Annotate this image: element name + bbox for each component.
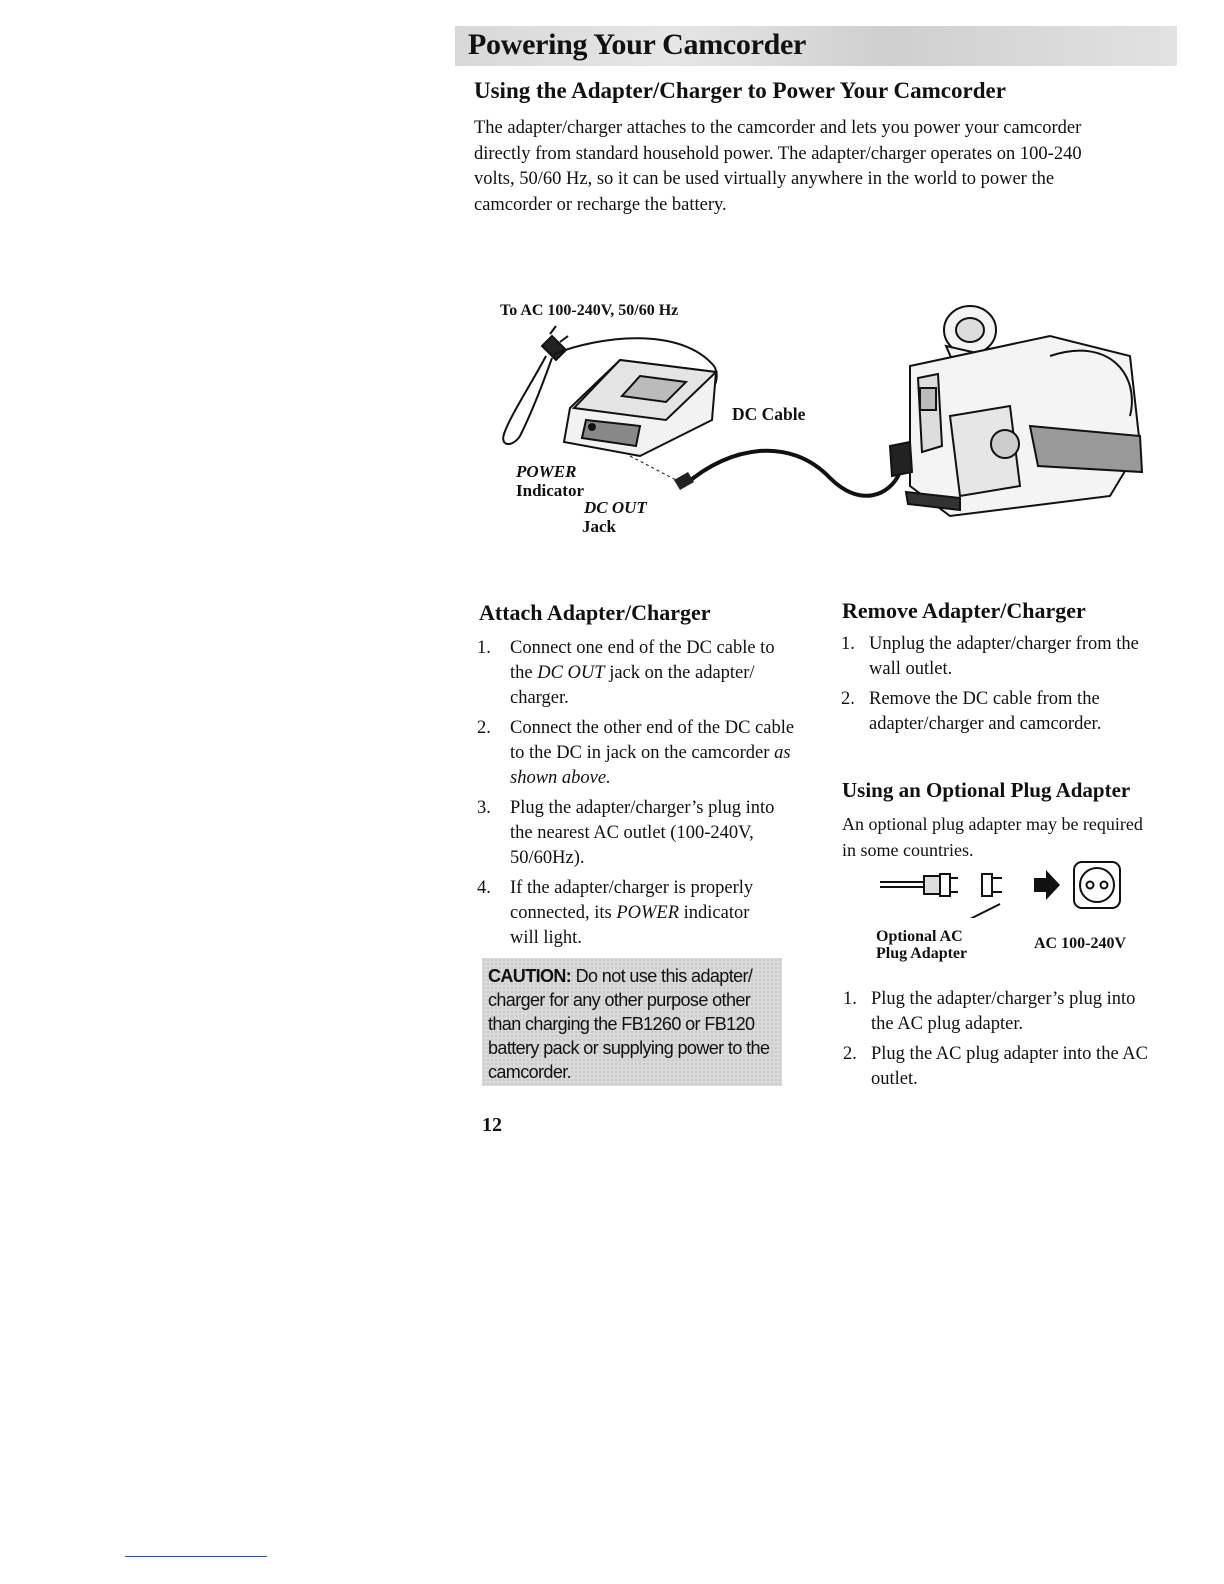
plug-adapter-label: Plug Adapter [876, 945, 968, 962]
attach-steps [477, 636, 837, 956]
step-number: 2. [843, 1044, 857, 1064]
step-number: 1. [477, 638, 491, 658]
caution-lead: CAUTION: [488, 966, 572, 986]
step-text: shown above. [510, 768, 611, 788]
plug-icon [924, 876, 940, 894]
remove-heading: Remove Adapter/Charger [842, 598, 1086, 623]
optional-steps [843, 987, 1183, 1097]
list-item [477, 716, 837, 791]
step-text: wall outlet. [869, 659, 953, 679]
step-number: 3. [477, 798, 491, 818]
intro-paragraph [474, 116, 1174, 218]
intro-line: directly from standard household power. The adapter/charger operates on 100-240 [474, 143, 1082, 164]
step-number: 1. [841, 634, 855, 654]
dc-cable-line [686, 451, 900, 496]
step-text: the nearest AC outlet (100-240V, [510, 823, 754, 843]
section-heading-adapter: Using the Adapter/Charger to Power Your Camcorder [474, 78, 1006, 103]
adapter-charger-icon [564, 360, 716, 456]
arrow-right-icon [1034, 870, 1060, 900]
list-item [477, 636, 837, 711]
list-item [843, 1042, 1183, 1092]
plug-adapter-illustration [880, 858, 1130, 918]
step-text: Plug the adapter/charger’s plug into [871, 989, 1136, 1009]
step-text: Plug the adapter/charger’s plug into [510, 798, 775, 818]
list-item [841, 687, 1181, 737]
page-number: 12 [482, 1114, 502, 1136]
optional-heading: Using an Optional Plug Adapter [842, 778, 1131, 802]
optional-adapter-icon [982, 874, 1002, 896]
list-item [477, 876, 837, 951]
step-text: 50/60Hz). [510, 848, 585, 868]
step-number: 1. [843, 989, 857, 1009]
step-text: Plug the AC plug adapter into the AC [871, 1044, 1148, 1064]
intro-line: camcorder or recharge the battery. [474, 194, 727, 215]
jack-label: Jack [582, 517, 616, 536]
step-text: If the adapter/charger is properly [510, 878, 754, 898]
step-text: the DC OUT jack on the adapter/ [510, 663, 755, 683]
step-text: Connect one end of the DC cable to [510, 638, 775, 658]
ac-label: To AC 100-240V, 50/60 Hz [500, 302, 679, 319]
step-text: charger. [510, 688, 569, 708]
intro-line: The adapter/charger attaches to the camcorder and lets you power your camcorder [474, 118, 1082, 138]
remove-steps [841, 632, 1181, 742]
step-text: Remove the DC cable from the [869, 689, 1100, 709]
dc-cable-label: DC Cable [732, 404, 806, 424]
step-text: the AC plug adapter. [871, 1014, 1024, 1034]
ac-voltage-label: AC 100-240V [1034, 935, 1126, 952]
step-number: 4. [477, 878, 491, 898]
list-item [841, 632, 1181, 682]
optional-ac-label: Optional AC [876, 928, 963, 945]
camcorder-icon [890, 306, 1142, 516]
cord-icon [880, 882, 924, 887]
step-number: 2. [841, 689, 855, 709]
step-text: Connect the other end of the DC cable [510, 718, 795, 738]
indicator-label: Indicator [516, 481, 584, 500]
step-text: connected, its POWER indicator [510, 903, 750, 923]
power-label: POWER [516, 462, 577, 481]
step-text: to the DC in jack on the camcorder as [510, 743, 791, 763]
intro-line: volts, 50/60 Hz, so it can be used virtually anywhere in the world to power the [474, 169, 1055, 189]
caution-text: CAUTION: Do not use this adapter/ charger for any other purpose other than charging the FB1260 or FB120 battery pack or supplying power to the camcorder. [488, 966, 770, 1082]
footer-rule [125, 1556, 267, 1557]
attach-heading: Attach Adapter/Charger [479, 600, 711, 625]
step-text: outlet. [871, 1069, 918, 1089]
optional-paragraph: An optional plug adapter may be required in some countries. [842, 814, 1143, 860]
step-text: will light. [510, 928, 582, 948]
dc-out-label: DC OUT [584, 498, 647, 517]
list-item [477, 796, 837, 871]
step-text: Unplug the adapter/charger from the [869, 634, 1139, 654]
page-title: Powering Your Camcorder [468, 28, 807, 61]
step-text: adapter/charger and camcorder. [869, 714, 1102, 734]
step-number: 2. [477, 718, 491, 738]
outlet-icon [1074, 862, 1120, 908]
list-item [843, 987, 1183, 1037]
